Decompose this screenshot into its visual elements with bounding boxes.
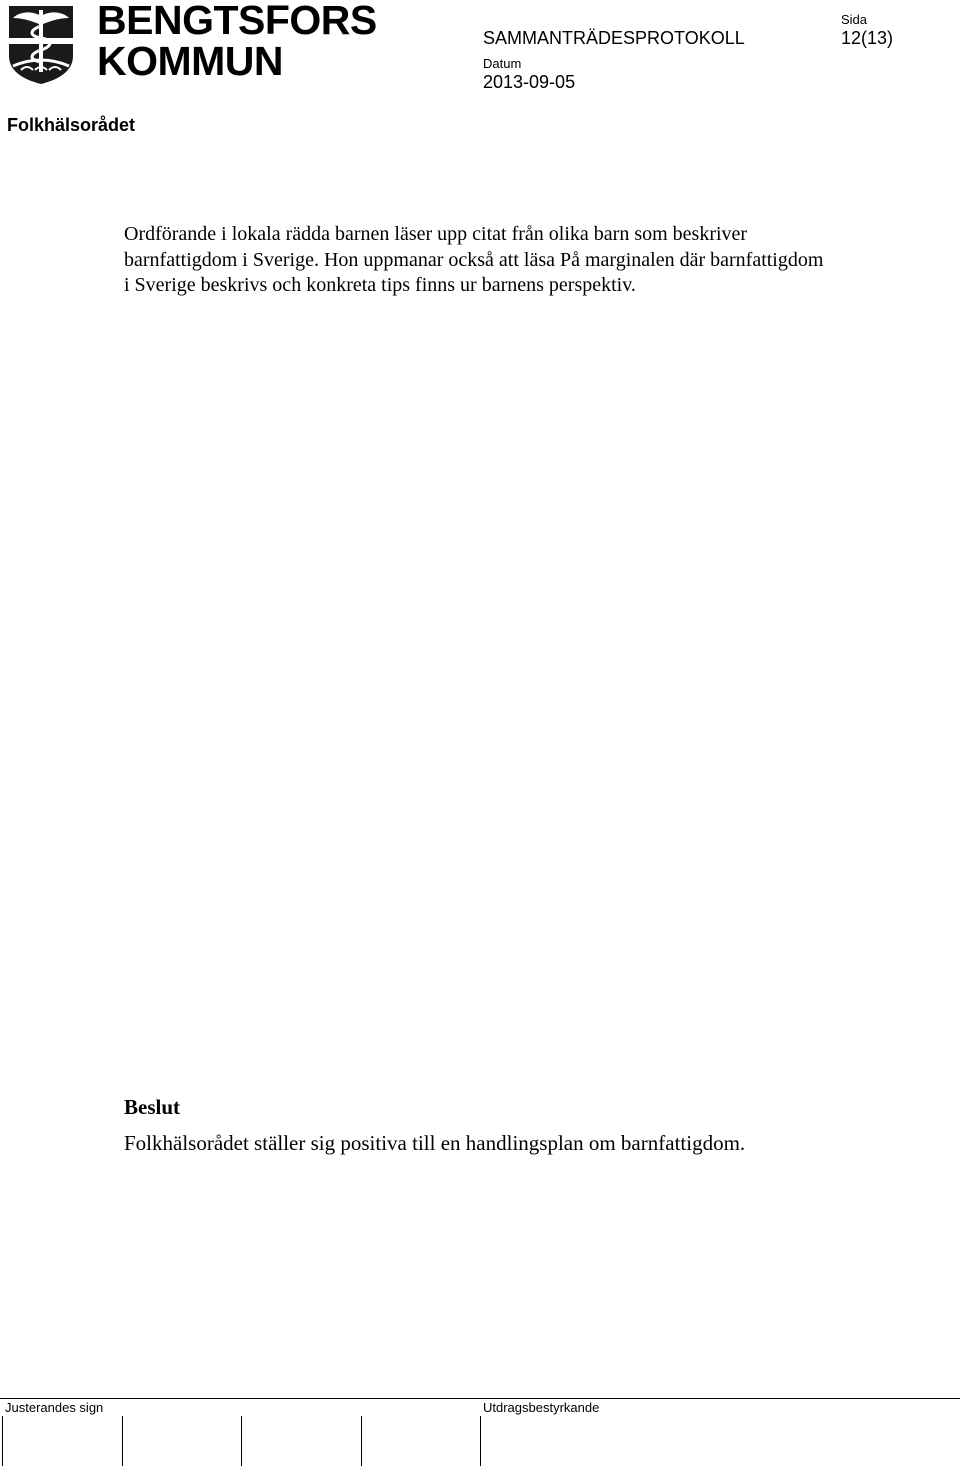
page-number: 12(13) [841,28,894,48]
minutes-paragraph: Ordförande i lokala rädda barnen läser upp citat från olika barn som beskriver barnfattigdom i Sverige. Hon uppmanar också att läsa På marginalen där barnfattigdom i Sverige beskrivs och konkreta tips finns ur barnens perspektiv. [124,223,824,296]
municipality-logo-text [97,0,377,82]
signature-box-divider [122,1416,123,1466]
page-label: Sida [841,12,868,27]
date-value: 2013-09-05 [483,72,576,92]
signature-label: Justerandes sign [5,1400,104,1415]
logo-line-2: KOMMUN [97,38,284,84]
signature-box-divider [241,1416,242,1466]
decision-text: Folkhälsorådet ställer sig positiva till en handlingsplan om barnfattigdom. [124,1131,746,1155]
date-label: Datum [483,56,522,71]
logo-line-1: BENGTSFORS [97,0,377,43]
council-name: Folkhälsorådet [7,115,136,135]
signature-box-divider [361,1416,362,1466]
decision-heading: Beslut [124,1095,181,1119]
signature-box-divider [2,1416,3,1466]
signature-box-divider [480,1416,481,1466]
document-type: SAMMANTRÄDESPROTOKOLL [483,28,745,48]
excerpt-certification-label: Utdragsbestyrkande [483,1400,600,1415]
footer-divider [0,1398,960,1399]
municipal-coat-of-arms-icon [7,4,75,86]
